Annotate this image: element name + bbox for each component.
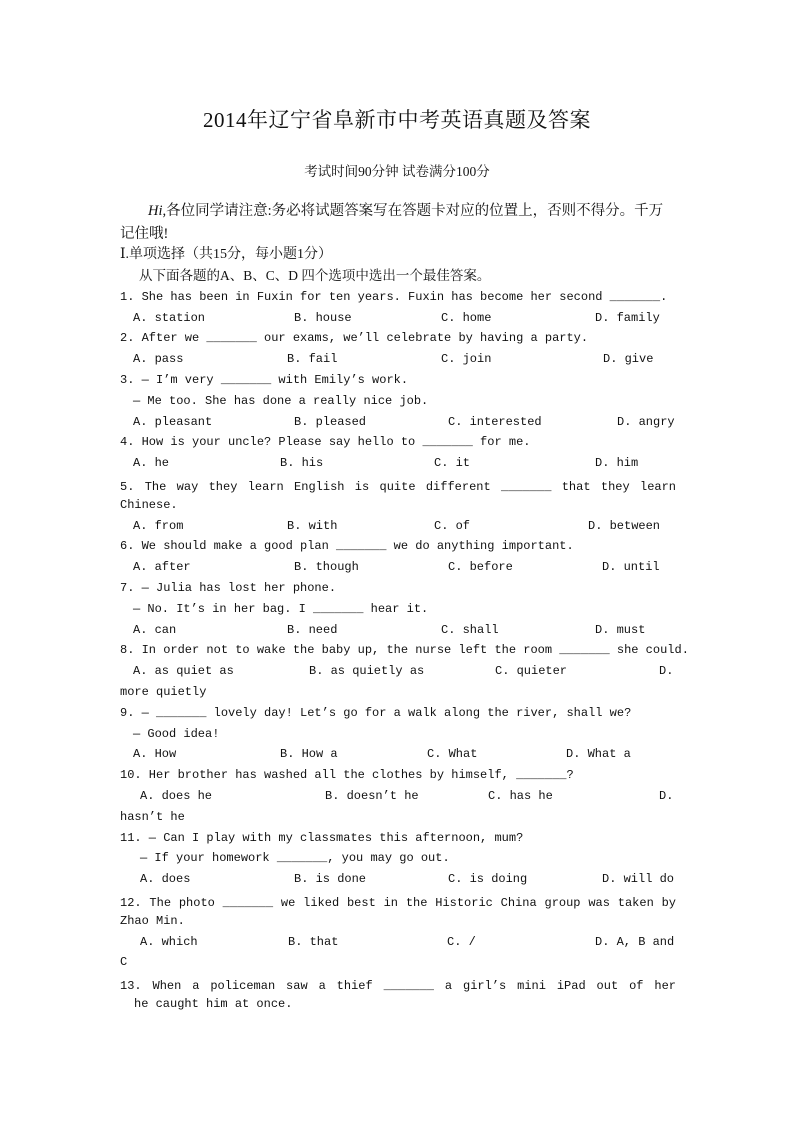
question-10-option-d-text: hasn’t he: [120, 810, 185, 824]
question-1-stem: 1. She has been in Fuxin for ten years. Fuxin has become her second _______.: [120, 290, 668, 304]
question-2-stem: 2. After we _______ our exams, we’ll celebrate by having a party.: [120, 331, 589, 345]
question-6-option-d: D. until: [602, 560, 660, 574]
question-3-reply: — Me too. She has done a really nice job.: [133, 394, 429, 408]
question-5-option-a: A. from: [133, 519, 184, 533]
question-4-option-c: C. it: [434, 456, 471, 470]
question-5-option-c: C. of: [434, 519, 471, 533]
question-6-option-a: A. after: [133, 560, 191, 574]
notice-paragraph: [120, 200, 676, 246]
question-1-option-d: D. family: [595, 311, 660, 325]
question-7-option-a: A. can: [133, 623, 177, 637]
question-2-option-c: C. join: [441, 352, 492, 366]
question-13-stem: 13. When a policeman saw a thief _______ a girl’s mini iPad out of her: [120, 979, 676, 993]
question-7-option-d: D. must: [595, 623, 646, 637]
question-13-stem-continued: he caught him at once.: [134, 997, 293, 1011]
question-12-option-c: C. /: [447, 935, 476, 949]
question-6-option-b: B. though: [294, 560, 359, 574]
question-5-option-d: D. between: [588, 519, 661, 533]
question-12-option-a: A. which: [140, 935, 198, 949]
notice-greeting: Hi,: [148, 203, 167, 219]
question-12-option-b: B. that: [288, 935, 339, 949]
question-8-option-c: C. quieter: [495, 664, 568, 678]
question-10-option-b: B. doesn’t he: [325, 789, 419, 803]
exam-info: 考试时间90分钟 试卷满分100分: [304, 164, 490, 179]
question-4-option-b: B. his: [280, 456, 324, 470]
question-12-option-d: D. A, B and: [595, 935, 675, 949]
notice-text: 各位同学请注意:务必将试题答案写在答题卡对应的位置上，否则不得分。千万记住哦!: [120, 203, 664, 242]
question-11-option-a: A. does: [140, 872, 191, 886]
question-10-option-c: C. has he: [488, 789, 553, 803]
question-4-option-d: D. him: [595, 456, 639, 470]
page-title: 2014年辽宁省阜新市中考英语真题及答案: [203, 108, 591, 132]
question-9-stem: 9. — _______ lovely day! Let’s go for a walk along the river, shall we?: [120, 706, 632, 720]
question-7-option-b: B. need: [287, 623, 338, 637]
question-7-reply: — No. It’s in her bag. I _______ hear it.: [133, 602, 429, 616]
question-1-option-a: A. station: [133, 311, 206, 325]
question-11-stem: 11. — Can I play with my classmates this afternoon, mum?: [120, 831, 524, 845]
question-7-option-c: C. shall: [441, 623, 499, 637]
question-2-option-d: D. give: [603, 352, 654, 366]
question-10-option-a: A. does he: [140, 789, 213, 803]
question-5-option-b: B. with: [287, 519, 338, 533]
question-9-option-d: D. What a: [566, 747, 631, 761]
question-9-option-a: A. How: [133, 747, 177, 761]
question-9-option-c: C. What: [427, 747, 478, 761]
question-3-option-c: C. interested: [448, 415, 542, 429]
question-3-option-d: D. angry: [617, 415, 675, 429]
question-9-reply: — Good idea!: [133, 727, 220, 741]
question-4-stem: 4. How is your uncle? Please say hello to _______ for me.: [120, 435, 531, 449]
question-3-stem: 3. — I’m very _______ with Emily’s work.: [120, 373, 409, 387]
question-6-option-c: C. before: [448, 560, 513, 574]
section-instruction: 从下面各题的A、B、C、D 四个选项中选出一个最佳答案。: [139, 268, 491, 283]
question-1-option-c: C. home: [441, 311, 492, 325]
question-12-option-d-text: C: [120, 955, 128, 969]
section-heading: Ⅰ.单项选择（共15分，每小题1分）: [120, 247, 333, 262]
question-1-option-b: B. house: [294, 311, 352, 325]
question-5-stem-continued: Chinese.: [120, 498, 178, 512]
question-10-option-d: D.: [659, 789, 674, 803]
question-9-option-b: B. How a: [280, 747, 338, 761]
question-2-option-a: A. pass: [133, 352, 184, 366]
question-12-stem: 12. The photo _______ we liked best in the Historic China group was taken by: [120, 896, 676, 910]
question-8-option-a: A. as quiet as: [133, 664, 234, 678]
question-10-stem: 10. Her brother has washed all the clothes by himself, _______?: [120, 768, 574, 782]
question-7-stem: 7. — Julia has lost her phone.: [120, 581, 337, 595]
question-4-option-a: A. he: [133, 456, 170, 470]
question-8-stem: 8. In order not to wake the baby up, the nurse left the room _______ she could.: [120, 643, 689, 657]
question-12-stem-continued: Zhao Min.: [120, 914, 185, 928]
question-3-option-a: A. pleasant: [133, 415, 213, 429]
question-11-option-c: C. is doing: [448, 872, 528, 886]
question-11-option-b: B. is done: [294, 872, 367, 886]
question-8-option-d-text: more quietly: [120, 685, 207, 699]
question-11-reply: — If your homework _______, you may go out.: [140, 851, 450, 865]
question-2-option-b: B. fail: [287, 352, 338, 366]
question-3-option-b: B. pleased: [294, 415, 367, 429]
question-8-option-d: D.: [659, 664, 674, 678]
question-8-option-b: B. as quietly as: [309, 664, 425, 678]
question-11-option-d: D. will do: [602, 872, 675, 886]
question-6-stem: 6. We should make a good plan _______ we do anything important.: [120, 539, 574, 553]
question-5-stem: 5. The way they learn English is quite different _______ that they learn: [120, 480, 676, 494]
